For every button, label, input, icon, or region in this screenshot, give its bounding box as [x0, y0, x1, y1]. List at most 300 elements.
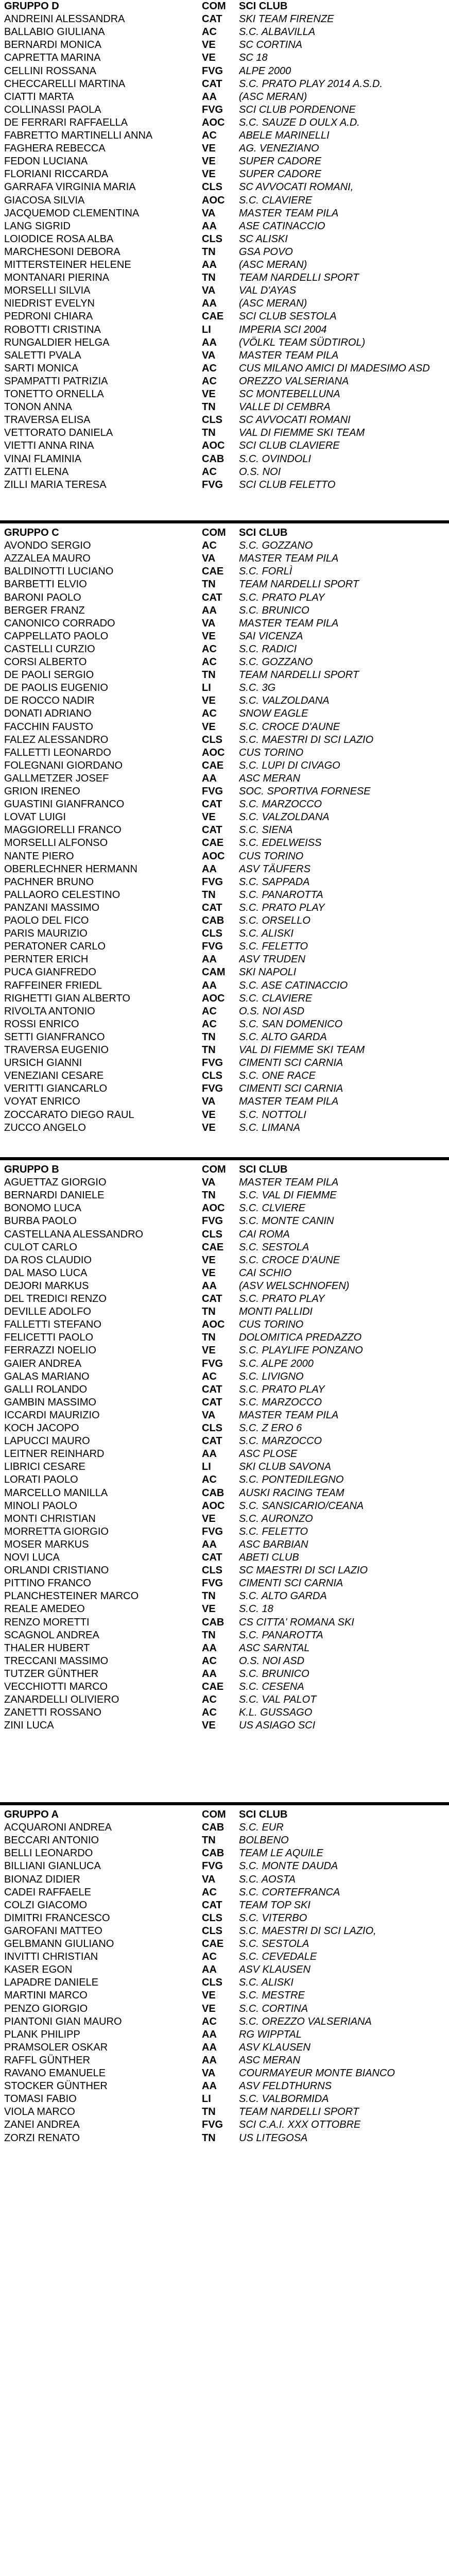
table-row: [0, 902, 449, 914]
committee-code: VE: [202, 1345, 216, 1357]
athlete-name: BELLI LEONARDO: [4, 1848, 93, 1859]
committee-code: FVG: [202, 1578, 223, 1589]
committee-code: AC: [202, 656, 217, 668]
ski-club: S.C. CORTEFRANCA: [239, 1886, 340, 1898]
committee-code: AA: [202, 1538, 217, 1550]
table-row: [0, 116, 449, 129]
table-row: [0, 1396, 449, 1409]
table-row: [0, 2106, 449, 2119]
table-row: [0, 246, 449, 259]
committee-code: TN: [202, 1590, 216, 1602]
athlete-name: THALER HUBERT: [4, 1642, 90, 1654]
ski-club: SC MAESTRI DI SCI LAZIO: [239, 1565, 368, 1577]
ski-club: K.L. GUSSAGO: [239, 1707, 313, 1719]
athlete-name: TRAVERSA EUGENIO: [4, 1044, 109, 1056]
ski-club: GSA POVO: [239, 246, 293, 258]
committee-code: LI: [202, 324, 211, 335]
athlete-name: GAROFANI MATTEO: [4, 1925, 102, 1937]
committee-code: VE: [202, 1254, 216, 1266]
committee-code: LI: [202, 1461, 211, 1473]
committee-code: VA: [202, 553, 216, 565]
committee-code: CLS: [202, 1070, 222, 1082]
table-row: [0, 643, 449, 656]
committee-code: CLS: [202, 1912, 222, 1924]
committee-code: FVG: [202, 1358, 223, 1369]
athlete-name: MARCHESONI DEBORA: [4, 246, 120, 258]
ski-club: SCI CLUB PORDENONE: [239, 104, 356, 115]
ski-club: S.C. ALTO GARDA: [239, 1590, 327, 1602]
athlete-name: MARTINI MARCO: [4, 1990, 88, 2002]
ski-club: S.C. FELETTO: [239, 941, 308, 953]
committee-code: AOC: [202, 116, 225, 128]
committee-code: AC: [202, 2015, 217, 2027]
ski-club: S.C. NOTTOLI: [239, 1109, 306, 1121]
committee-code: CLS: [202, 181, 222, 193]
ski-club: S.C. 18: [239, 1603, 273, 1615]
committee-code: CAE: [202, 1938, 224, 1950]
club-header: SCI CLUB: [239, 1, 288, 12]
athlete-name: BERNARDI MONICA: [4, 39, 101, 51]
table-row: [0, 1668, 449, 1681]
committee-code: AOC: [202, 1319, 225, 1331]
committee-code: AOC: [202, 992, 225, 1004]
table-row: [0, 349, 449, 362]
committee-code: CLS: [202, 1925, 222, 1937]
table-row: [0, 1693, 449, 1706]
committee-code: CAT: [202, 1552, 222, 1563]
table-row: [0, 1577, 449, 1590]
athlete-name: NOVI LUCA: [4, 1552, 60, 1563]
athlete-name: RIGHETTI GIAN ALBERTO: [4, 992, 130, 1004]
ski-club: SC 18: [239, 52, 268, 64]
committee-code: AC: [202, 466, 217, 478]
table-row: [0, 734, 449, 747]
ski-club: S.C. SAUZE D OULX A.D.: [239, 116, 360, 128]
athlete-name: DEJORI MARKUS: [4, 1280, 89, 1292]
ski-club: S.C. VALZOLDANA: [239, 695, 330, 707]
athlete-name: ZOCCARATO DIEGO RAUL: [4, 1109, 134, 1121]
ski-club: S.C. Z ERO 6: [239, 1422, 302, 1434]
table-row: [0, 388, 449, 401]
ski-club: SOC. SPORTIVA FORNESE: [239, 786, 371, 797]
ski-club: S.C. BRUNICO: [239, 1668, 309, 1680]
table-row: [0, 233, 449, 246]
ski-club: S.C. ORSELLO: [239, 915, 310, 926]
athlete-name: DAL MASO LUCA: [4, 1267, 88, 1279]
ski-club: TEAM NARDELLI SPORT: [239, 2106, 359, 2118]
table-row: [0, 1860, 449, 1873]
table-row: [0, 889, 449, 902]
athlete-name: COLZI GIACOMO: [4, 1899, 88, 1911]
athlete-name: DEL TREDICI RENZO: [4, 1293, 107, 1304]
ski-club: S.C. OREZZO VALSERIANA: [239, 2015, 372, 2027]
ski-club: OREZZO VALSERIANA: [239, 375, 349, 387]
table-row: [0, 824, 449, 837]
table-row: [0, 2041, 449, 2054]
athlete-name: CELLINI ROSSANA: [4, 65, 96, 77]
committee-code: VE: [202, 695, 216, 707]
ski-club: S.C. CESENA: [239, 1681, 304, 1692]
table-row: [0, 1925, 449, 1938]
committee-code: AC: [202, 1655, 217, 1667]
committee-code: TN: [202, 272, 216, 284]
ski-club: S.C. PRATO PLAY: [239, 591, 325, 603]
table-row: [0, 979, 449, 992]
ski-club: ASV FELDTHURNS: [239, 2080, 332, 2092]
table-row: [0, 1254, 449, 1267]
ski-club: S.C. MONTE CANIN: [239, 1215, 334, 1227]
table-row: [0, 1189, 449, 1202]
ski-club: S.C. MAESTRI DI SCI LAZIO: [239, 734, 374, 745]
committee-code: VA: [202, 1096, 216, 1108]
committee-code: AA: [202, 1642, 217, 1654]
committee-code: TN: [202, 246, 216, 258]
committee-code: FVG: [202, 876, 223, 888]
athlete-name: GAMBIN MASSIMO: [4, 1396, 96, 1408]
athlete-name: MITTERSTEINER HELENE: [4, 259, 131, 270]
athlete-name: JACQUEMOD CLEMENTINA: [4, 207, 140, 219]
table-row: [0, 1847, 449, 1860]
table-row: [0, 1526, 449, 1538]
ski-club: SKI CLUB SAVONA: [239, 1461, 331, 1473]
ski-club: S.C. CEVEDALE: [239, 1951, 317, 1963]
committee-code: CAB: [202, 915, 224, 926]
athlete-name: SARTI MONICA: [4, 362, 79, 374]
committee-code: CAT: [202, 902, 222, 913]
ski-club: ASE CATINACCIO: [239, 220, 325, 232]
athlete-name: BURBA PAOLO: [4, 1215, 77, 1227]
ski-club: S.C. PANAROTTA: [239, 1629, 323, 1641]
ski-club: S.C. AURONZO: [239, 1513, 313, 1524]
ski-club: ASV KLAUSEN: [239, 1964, 310, 1976]
committee-code: AOC: [202, 1500, 225, 1512]
ski-club: SC MONTEBELLUNA: [239, 388, 340, 400]
athlete-name: STOCKER GÜNTHER: [4, 2080, 108, 2092]
ski-club: MASTER TEAM PILA: [239, 1409, 339, 1421]
athlete-name: DIMITRI FRANCESCO: [4, 1912, 110, 1924]
athlete-name: VINAI FLAMINIA: [4, 453, 82, 465]
table-row: [0, 785, 449, 798]
committee-code: AC: [202, 1005, 217, 1017]
table-row: [0, 1044, 449, 1057]
table-row: [0, 1834, 449, 1847]
athlete-name: DE FERRARI RAFFAELLA: [4, 116, 128, 128]
committee-code: AC: [202, 130, 217, 141]
committee-code: CAE: [202, 1241, 224, 1253]
athlete-name: DE PAOLIS EUGENIO: [4, 682, 108, 694]
table-row: [0, 1228, 449, 1241]
table-row: [0, 759, 449, 772]
athlete-name: SCAGNOL ANDREA: [4, 1629, 99, 1641]
athlete-name: PERATONER CARLO: [4, 941, 106, 953]
ski-club: (ASC MERAN): [239, 298, 307, 310]
table-row: [0, 1383, 449, 1396]
ski-club: MASTER TEAM PILA: [239, 1096, 339, 1108]
table-row: [0, 1681, 449, 1693]
athlete-name: GALLMETZER JOSEF: [4, 772, 109, 784]
athlete-name: ORLANDI CRISTIANO: [4, 1565, 109, 1577]
ski-club: CUS MILANO AMICI DI MADESIMO ASD: [239, 362, 430, 374]
athlete-name: LAPUCCI MAURO: [4, 1435, 90, 1447]
committee-code: VE: [202, 1513, 216, 1524]
ski-club: S.C. OVINDOLI: [239, 453, 312, 465]
table-row: [0, 91, 449, 104]
ski-club: CAI SCHIO: [239, 1267, 292, 1279]
table-row: [0, 2119, 449, 2131]
athlete-name: BALDINOTTI LUCIANO: [4, 566, 114, 578]
ski-club: MASTER TEAM PILA: [239, 553, 339, 565]
committee-code: AC: [202, 362, 217, 374]
table-row: [0, 747, 449, 759]
table-row: [0, 466, 449, 479]
committee-code: AC: [202, 1694, 217, 1706]
table-row: [0, 694, 449, 707]
group-section: [0, 1157, 449, 1730]
athlete-name: URSICH GIANNI: [4, 1057, 82, 1069]
table-row: [0, 940, 449, 953]
athlete-name: PLANCHESTEINER MARCO: [4, 1590, 139, 1602]
athlete-name: TONETTO ORNELLA: [4, 388, 104, 400]
athlete-name: GELBMANN GIULIANO: [4, 1938, 114, 1950]
ski-club: S.C. VALBORMIDA: [239, 2093, 329, 2105]
athlete-name: ACQUARONI ANDREA: [4, 1822, 112, 1834]
athlete-name: TUTZER GÜNTHER: [4, 1668, 99, 1680]
table-row: [0, 220, 449, 233]
table-row: [0, 1655, 449, 1668]
ski-club: SC ALISKI: [239, 233, 288, 245]
committee-code: FVG: [202, 786, 223, 797]
athlete-name: PITTINO FRANCO: [4, 1578, 91, 1589]
committee-code: FVG: [202, 1526, 223, 1537]
athlete-name: CASTELLANA ALESSANDRO: [4, 1228, 144, 1240]
athlete-name: INVITTI CHRISTIAN: [4, 1951, 98, 1963]
table-row: [0, 1344, 449, 1357]
table-row: [0, 1448, 449, 1461]
athlete-name: KOCH JACOPO: [4, 1422, 79, 1434]
table-row: [0, 1293, 449, 1306]
ski-club: S.C. ONE RACE: [239, 1070, 316, 1082]
athlete-name: CAPRETTA MARINA: [4, 52, 101, 64]
committee-code: VE: [202, 143, 216, 155]
committee-code: AA: [202, 1280, 217, 1292]
athlete-name: MONTANARI PIERINA: [4, 272, 110, 284]
athlete-name: ZILLI MARIA TERESA: [4, 479, 107, 490]
com-header: COM: [202, 1, 226, 12]
athlete-name: PACHNER BRUNO: [4, 876, 94, 888]
group-header: [0, 0, 449, 13]
ski-club: S.C. ALPE 2000: [239, 1358, 314, 1369]
athlete-name: AZZALEA MAURO: [4, 553, 91, 565]
committee-code: VE: [202, 156, 216, 167]
athlete-name: PIANTONI GIAN MAURO: [4, 2015, 122, 2027]
athlete-name: FELICETTI PAOLO: [4, 1332, 93, 1344]
committee-code: AC: [202, 1951, 217, 1963]
ski-club: S.C. AOSTA: [239, 1873, 296, 1885]
committee-code: VA: [202, 285, 216, 297]
athlete-name: FALLETTI LEONARDO: [4, 747, 111, 758]
group-header: [0, 1808, 449, 1821]
athlete-name: MONTI CHRISTIAN: [4, 1513, 96, 1524]
athlete-name: GALAS MARIANO: [4, 1370, 90, 1382]
ski-club: CUS TORINO: [239, 747, 304, 758]
committee-code: CAT: [202, 591, 222, 603]
athlete-name: GRION IRENEO: [4, 786, 80, 797]
table-row: [0, 656, 449, 669]
athlete-name: GIACOSA SILVIA: [4, 194, 85, 206]
athlete-name: FOLEGNANI GIORDANO: [4, 759, 123, 771]
committee-code: VA: [202, 349, 216, 361]
table-row: [0, 1280, 449, 1293]
ski-club: VAL D'AYAS: [239, 285, 296, 297]
athlete-name: ZORZI RENATO: [4, 2132, 80, 2144]
ski-club: SKI NAPOLI: [239, 967, 297, 978]
table-row: [0, 630, 449, 643]
committee-code: AA: [202, 1448, 217, 1460]
athlete-name: PEDRONI CHIARA: [4, 311, 93, 323]
ski-club: S.C. MESTRE: [239, 1990, 305, 2002]
ski-club: RG WIPPTAL: [239, 2028, 302, 2040]
athlete-name: ROSSI ENRICO: [4, 1018, 79, 1030]
table-row: [0, 953, 449, 966]
committee-code: VE: [202, 1720, 216, 1732]
committee-code: AC: [202, 1886, 217, 1898]
table-row: [0, 39, 449, 52]
committee-code: FVG: [202, 104, 223, 115]
table-row: [0, 1590, 449, 1603]
committee-code: FVG: [202, 1083, 223, 1095]
ski-club: SCI CLUB SESTOLA: [239, 311, 337, 323]
committee-code: CAT: [202, 1383, 222, 1395]
athlete-name: PRAMSOLER OSKAR: [4, 2041, 108, 2053]
athlete-name: GALLI ROLANDO: [4, 1383, 88, 1395]
ski-club: S.C. PRATO PLAY 2014 A.S.D.: [239, 78, 383, 90]
table-row: [0, 1057, 449, 1070]
table-row: [0, 2132, 449, 2145]
ski-club: S.C. ASE CATINACCIO: [239, 979, 348, 991]
table-row: [0, 1500, 449, 1513]
committee-code: CAB: [202, 1848, 224, 1859]
ski-club: US ASIAGO SCI: [239, 1720, 316, 1732]
committee-code: CAB: [202, 1487, 224, 1499]
athlete-name: PUCA GIANFREDO: [4, 967, 96, 978]
ski-club: CIMENTI SCI CARNIA: [239, 1578, 343, 1589]
ski-club: MASTER TEAM PILA: [239, 1177, 339, 1189]
athlete-name: PLANK PHILIPP: [4, 2028, 80, 2040]
group-title: GRUPPO D: [4, 1, 59, 12]
table-row: [0, 2093, 449, 2106]
athlete-name: NIEDRIST EVELYN: [4, 298, 95, 310]
athlete-name: CORSI ALBERTO: [4, 656, 87, 668]
athlete-name: COLLINASSI PAOLA: [4, 104, 101, 115]
ski-club: SKI TEAM FIRENZE: [239, 13, 334, 25]
committee-code: CAT: [202, 1435, 222, 1447]
table-row: [0, 682, 449, 694]
committee-code: CAB: [202, 1616, 224, 1628]
table-row: [0, 13, 449, 26]
ski-club: AG. VENEZIANO: [239, 143, 319, 155]
athlete-name: GUASTINI GIANFRANCO: [4, 799, 125, 810]
table-row: [0, 1976, 449, 1989]
committee-code: CAT: [202, 13, 222, 25]
table-row: [0, 1719, 449, 1732]
table-row: [0, 1963, 449, 1976]
table-row: [0, 336, 449, 349]
table-row: [0, 992, 449, 1005]
committee-code: AC: [202, 375, 217, 387]
table-row: [0, 1873, 449, 1886]
committee-code: VE: [202, 1267, 216, 1279]
athlete-name: BONOMO LUCA: [4, 1202, 82, 1214]
committee-code: VE: [202, 630, 216, 642]
athlete-name: RIVOLTA ANTONIO: [4, 1005, 95, 1017]
ski-club: S.C. LIMANA: [239, 1122, 300, 1133]
athlete-name: CULOT CARLO: [4, 1241, 77, 1253]
committee-code: CAE: [202, 566, 224, 578]
ski-club: SUPER CADORE: [239, 168, 322, 180]
athlete-name: BARBETTI ELVIO: [4, 579, 87, 590]
table-row: [0, 1473, 449, 1486]
table-row: [0, 539, 449, 552]
ski-club: CS CITTA' ROMANA SKI: [239, 1616, 354, 1628]
table-row: [0, 272, 449, 284]
committee-code: VE: [202, 721, 216, 733]
ski-club: S.C. GOZZANO: [239, 656, 313, 668]
ski-club: ASC MERAN: [239, 772, 300, 784]
athlete-name: LEITNER REINHARD: [4, 1448, 105, 1460]
athlete-name: RAFFL GÜNTHER: [4, 2054, 91, 2066]
table-row: [0, 181, 449, 194]
table-row: [0, 707, 449, 720]
athlete-name: NANTE PIERO: [4, 850, 74, 862]
table-row: [0, 1706, 449, 1719]
committee-code: AOC: [202, 194, 225, 206]
committee-code: TN: [202, 2132, 216, 2144]
committee-code: AA: [202, 979, 217, 991]
committee-code: TN: [202, 1031, 216, 1043]
ski-club: BOLBENO: [239, 1835, 289, 1846]
committee-code: AA: [202, 298, 217, 310]
athlete-name: TOMASI FABIO: [4, 2093, 77, 2105]
table-row: [0, 1409, 449, 1422]
table-row: [0, 401, 449, 414]
athlete-name: LANG SIGRID: [4, 220, 71, 232]
ski-club: S.C. SESTOLA: [239, 1241, 309, 1253]
athlete-name: FLORIANI RICCARDA: [4, 168, 109, 180]
ski-club: S.C. PONTEDILEGNO: [239, 1474, 344, 1486]
group-section: [0, 0, 449, 496]
ski-club: S.C. VALZOLDANA: [239, 811, 330, 823]
ski-club: S.C. PANAROTTA: [239, 889, 323, 901]
table-row: [0, 1435, 449, 1448]
athlete-name: DE PAOLI SERGIO: [4, 669, 94, 681]
table-row: [0, 453, 449, 466]
ski-club: CUS TORINO: [239, 1319, 304, 1331]
table-row: [0, 168, 449, 181]
committee-code: VE: [202, 1109, 216, 1121]
table-row: [0, 1241, 449, 1254]
committee-code: TN: [202, 1835, 216, 1846]
committee-code: TN: [202, 427, 216, 439]
com-header: COM: [202, 527, 226, 538]
ski-club: SAI VICENZA: [239, 630, 303, 642]
athlete-name: VECCHIOTTI MARCO: [4, 1681, 108, 1692]
athlete-name: ANDREINI ALESSANDRA: [4, 13, 125, 25]
athlete-name: MAGGIORELLI FRANCO: [4, 824, 122, 836]
table-row: [0, 375, 449, 388]
committee-code: AC: [202, 1474, 217, 1486]
table-row: [0, 1938, 449, 1951]
ski-club: COURMAYEUR MONTE BIANCO: [239, 2067, 395, 2079]
